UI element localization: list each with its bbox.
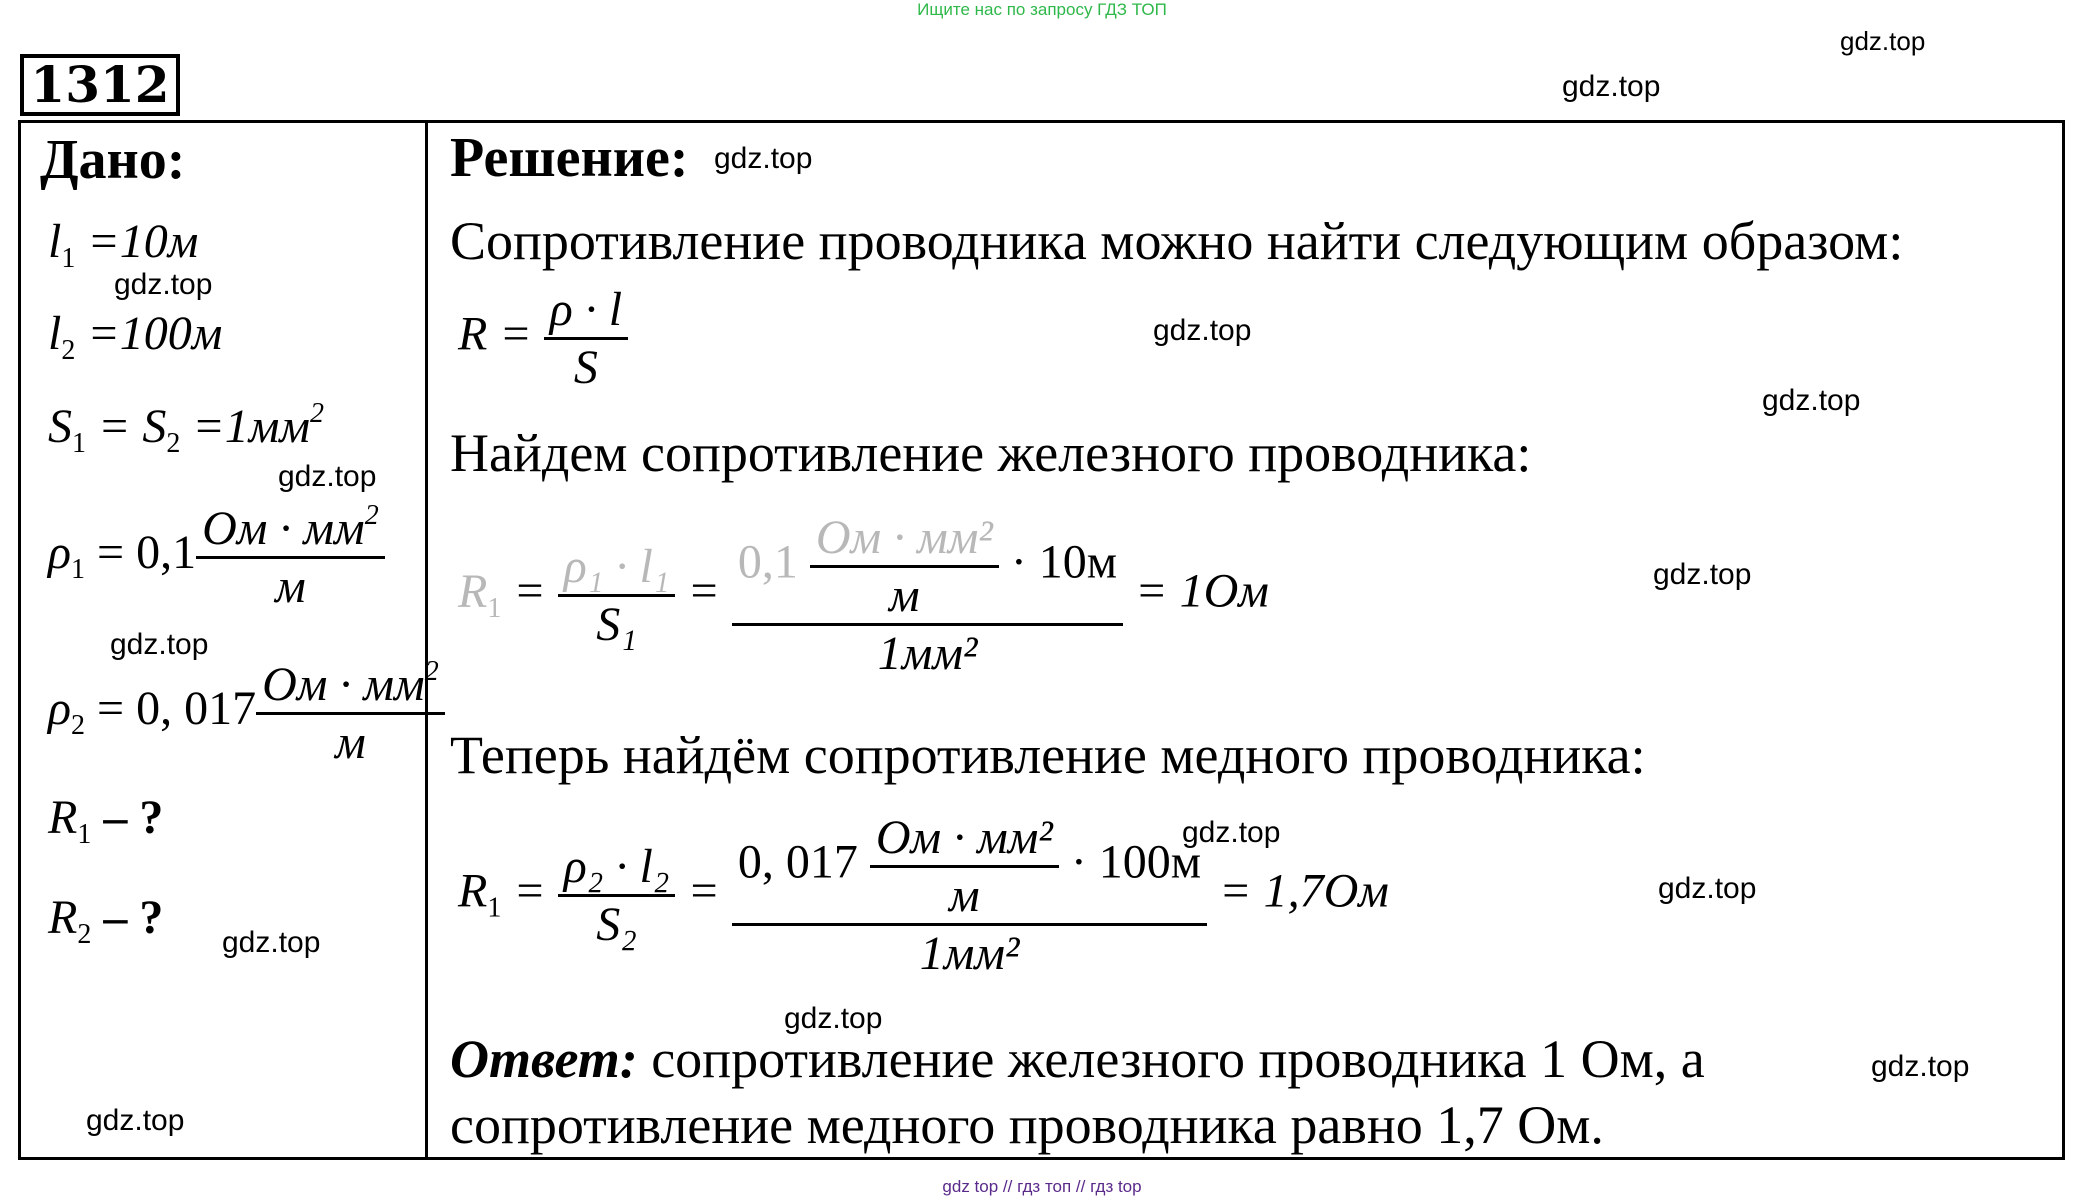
answer-line-2: сопротивление медного проводника равно 1,7 Ом. bbox=[450, 1095, 1604, 1155]
formula-resistance: R = $\frac{\rho \cdot l}{S}$ bbox=[458, 282, 628, 395]
watermark: gdz.top bbox=[222, 926, 321, 959]
given-l1: $l_1 =10м$ bbox=[48, 215, 199, 274]
equation-copper: $R_1$ = $\frac{\text{ρ₂ · l₂}}{\text{S₂}}$ = 0, 017 $\frac{\text{Ом · мм²}}{м}$ · 100м 1мм² = 1,7Ом bbox=[458, 811, 1389, 980]
watermark: gdz.top bbox=[1658, 872, 1757, 905]
watermark: gdz.top bbox=[114, 268, 213, 301]
answer-label: Ответ: bbox=[450, 1029, 638, 1089]
given-s: $S_1 = S_2 =1мм^2$ bbox=[48, 398, 325, 459]
given-r2: $R_2$ – ? bbox=[48, 891, 164, 950]
watermark: gdz.top bbox=[1562, 70, 1661, 103]
solution-line-2: Найдем сопротивление железного проводника: bbox=[450, 423, 1532, 483]
watermark: gdz.top bbox=[1653, 558, 1752, 591]
given-l2: $l_2 =100м$ bbox=[48, 307, 223, 366]
solution-line-3: Теперь найдём сопротивление медного проводника: bbox=[450, 725, 1646, 785]
given-rho2: $\rho_2 = 0$, 017 $\frac{Ом \cdot мм^2}{м}$ bbox=[48, 656, 445, 770]
equation-iron: $R_1$ = $\frac{\text{ρ₁ · l₁}}{\text{S₁}}$ = 0,1 $\frac{\text{Ом · мм²}}{м}$ · 10м 1мм² = 1Ом bbox=[458, 511, 1269, 680]
given-title: Дано: bbox=[40, 129, 186, 191]
solution-line-1: Сопротивление проводника можно найти следующим образом: bbox=[450, 211, 1904, 271]
task-number: 1312 bbox=[20, 54, 180, 116]
watermark: gdz.top bbox=[784, 1002, 883, 1035]
watermark: gdz.top bbox=[278, 460, 377, 493]
watermark: gdz.top bbox=[1762, 384, 1861, 417]
watermark: gdz.top bbox=[1182, 816, 1281, 849]
watermark: gdz.top bbox=[714, 142, 813, 175]
watermark: gdz.top bbox=[1871, 1050, 1970, 1083]
footer: gdz top // гдз топ // гдз top bbox=[942, 1177, 1142, 1196]
column-divider bbox=[425, 120, 428, 1160]
watermark: gdz.top bbox=[86, 1104, 185, 1137]
given-r1: $R_1$ – ? bbox=[48, 791, 164, 850]
answer-line-1: Ответ: сопротивление железного проводника 1 Ом, а bbox=[450, 1029, 1705, 1089]
given-rho1: $\rho_1 = 0,1$ $\frac{Ом \cdot мм^2}{м}$ bbox=[48, 500, 385, 614]
watermark: gdz.top bbox=[1840, 26, 1926, 56]
watermark: gdz.top bbox=[1153, 314, 1252, 347]
watermark: gdz.top bbox=[110, 628, 209, 661]
top-banner: Ищите нас по запросу ГДЗ ТОП bbox=[917, 0, 1167, 19]
solution-title: Решение: bbox=[450, 127, 689, 189]
